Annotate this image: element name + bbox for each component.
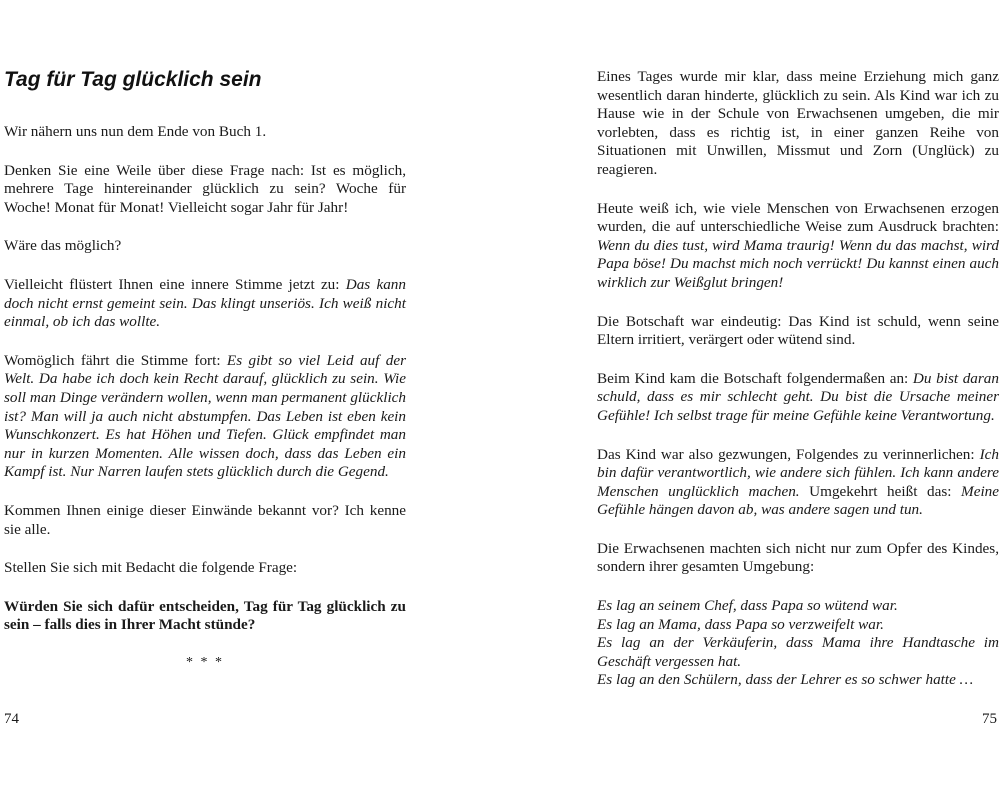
page-number-right: 75: [982, 711, 997, 727]
paragraph: [4, 352, 406, 482]
paragraph-text: Womöglich fährt die Stimme fort:: [4, 351, 227, 369]
right-page: [597, 0, 999, 800]
paragraph: Die Botschaft war eindeutig: Das Kind ist schuld, wenn seine Eltern irritiert, verärgert oder wütend sind.: [597, 312, 999, 349]
italic-quote: Das kann doch nicht ernst gemeint sein. Das klingt unseriös. Ich weiß nicht einmal, ob ich das wollte.: [4, 275, 406, 331]
bold-question: Würden Sie sich dafür entscheiden, Tag für Tag glücklich zu sein – falls dies in Ihrer Macht stünde?: [4, 597, 406, 634]
italic-quote: Wenn du dies tust, wird Mama traurig! Wenn du das machst, wird Papa böse! Du machst mich noch verrückt! Du kannst einen auch wirklich zur Weißglut bringen!: [597, 236, 999, 291]
paragraph: [4, 276, 406, 332]
paragraph: Wir nähern uns nun dem Ende von Buch 1.: [4, 123, 267, 140]
page-number-left: 74: [4, 711, 19, 727]
paragraph: [597, 370, 999, 426]
italic-quote: Du bist daran schuld, dass es mir schlecht geht. Du bist die Ursache meiner Gefühle! Ich selbst trage für meine Gefühle keine Verantwortung.: [597, 369, 999, 424]
paragraph-text: Vielleicht flüstert Ihnen eine innere Stimme jetzt zu:: [4, 275, 346, 293]
paragraph-text: Umgekehrt heißt das:: [799, 482, 962, 500]
list-item: Es lag an seinem Chef, dass Papa so wütend war.: [597, 597, 898, 615]
section-separator: * * *: [186, 654, 224, 670]
paragraph: [597, 200, 999, 293]
list-item: Es lag an Mama, dass Papa so verzweifelt war.: [597, 615, 884, 633]
paragraph: [597, 446, 999, 520]
italic-list: [597, 597, 999, 690]
left-page-content: [4, 67, 406, 671]
left-page: [4, 0, 406, 800]
paragraph: Eines Tages wurde mir klar, dass meine Erziehung mich ganz wesentlich daran hinderte, glücklich zu sein. Als Kind war ich zu Hause wie in der Schule von Erwachsenen umgeben, die mir vorlebten, dass es richtig ist, in einer ganzen Reihe von Situationen mit Unwillen, Missmut und Zorn (Unglück) zu reagieren.: [597, 68, 999, 178]
italic-quote: Ich bin dafür verantwortlich, wie andere sich fühlen. Ich kann andere Menschen unglücklich machen.: [597, 445, 999, 500]
paragraph: Kommen Ihnen einige dieser Einwände bekannt vor? Ich kenne sie alle.: [4, 501, 406, 538]
paragraph-text: Das Kind war also gezwungen, Folgendes zu verinnerlichen:: [597, 445, 980, 463]
italic-quote: Meine Gefühle hängen davon ab, was andere sagen und tun.: [597, 482, 999, 519]
paragraph-text: Beim Kind kam die Botschaft folgendermaßen an:: [597, 369, 913, 387]
paragraph: Denken Sie eine Weile über diese Frage nach: Ist es möglich, mehrere Tage hintereinander glücklich zu sein? Woche für Woche! Monat für Monat! Vielleicht sogar Jahr für Jahr!: [4, 161, 406, 216]
paragraph: Die Erwachsenen machten sich nicht nur zum Opfer des Kindes, sondern ihrer gesamten Umgebung:: [597, 539, 999, 576]
right-page-content: [597, 68, 999, 690]
italic-quote: Es gibt so viel Leid auf der Welt. Da habe ich doch kein Recht darauf, glücklich zu sein. Wie soll man Dinge verändern wollen, wenn man permanent glücklich ist? Man will ja auch nicht abstumpfen. Das Leben ist eben kein Wunschkonzert. Es hat Höhen und Tiefen. Glück empfindet man nur in kurzen Momenten. Alle wissen doch, dass das Leben ein Kampf ist. Nur Narren laufen stets glücklich durch die Gegend.: [4, 351, 406, 481]
paragraph: [4, 598, 406, 635]
paragraph-text: Heute weiß ich, wie viele Menschen von Erwachsenen erzogen wurden, die auf unterschiedliche Weise zum Ausdruck brachten:: [597, 199, 999, 236]
paragraph: Stellen Sie sich mit Bedacht die folgende Frage:: [4, 559, 298, 577]
list-item: Es lag an der Verkäuferin, dass Mama ihre Handtasche im Geschäft vergessen hat.: [597, 634, 999, 670]
chapter-title: Tag für Tag glücklich sein: [4, 68, 262, 91]
list-item: Es lag an den Schülern, dass der Lehrer es so schwer hatte …: [597, 671, 974, 689]
paragraph: Wäre das möglich?: [4, 237, 122, 255]
